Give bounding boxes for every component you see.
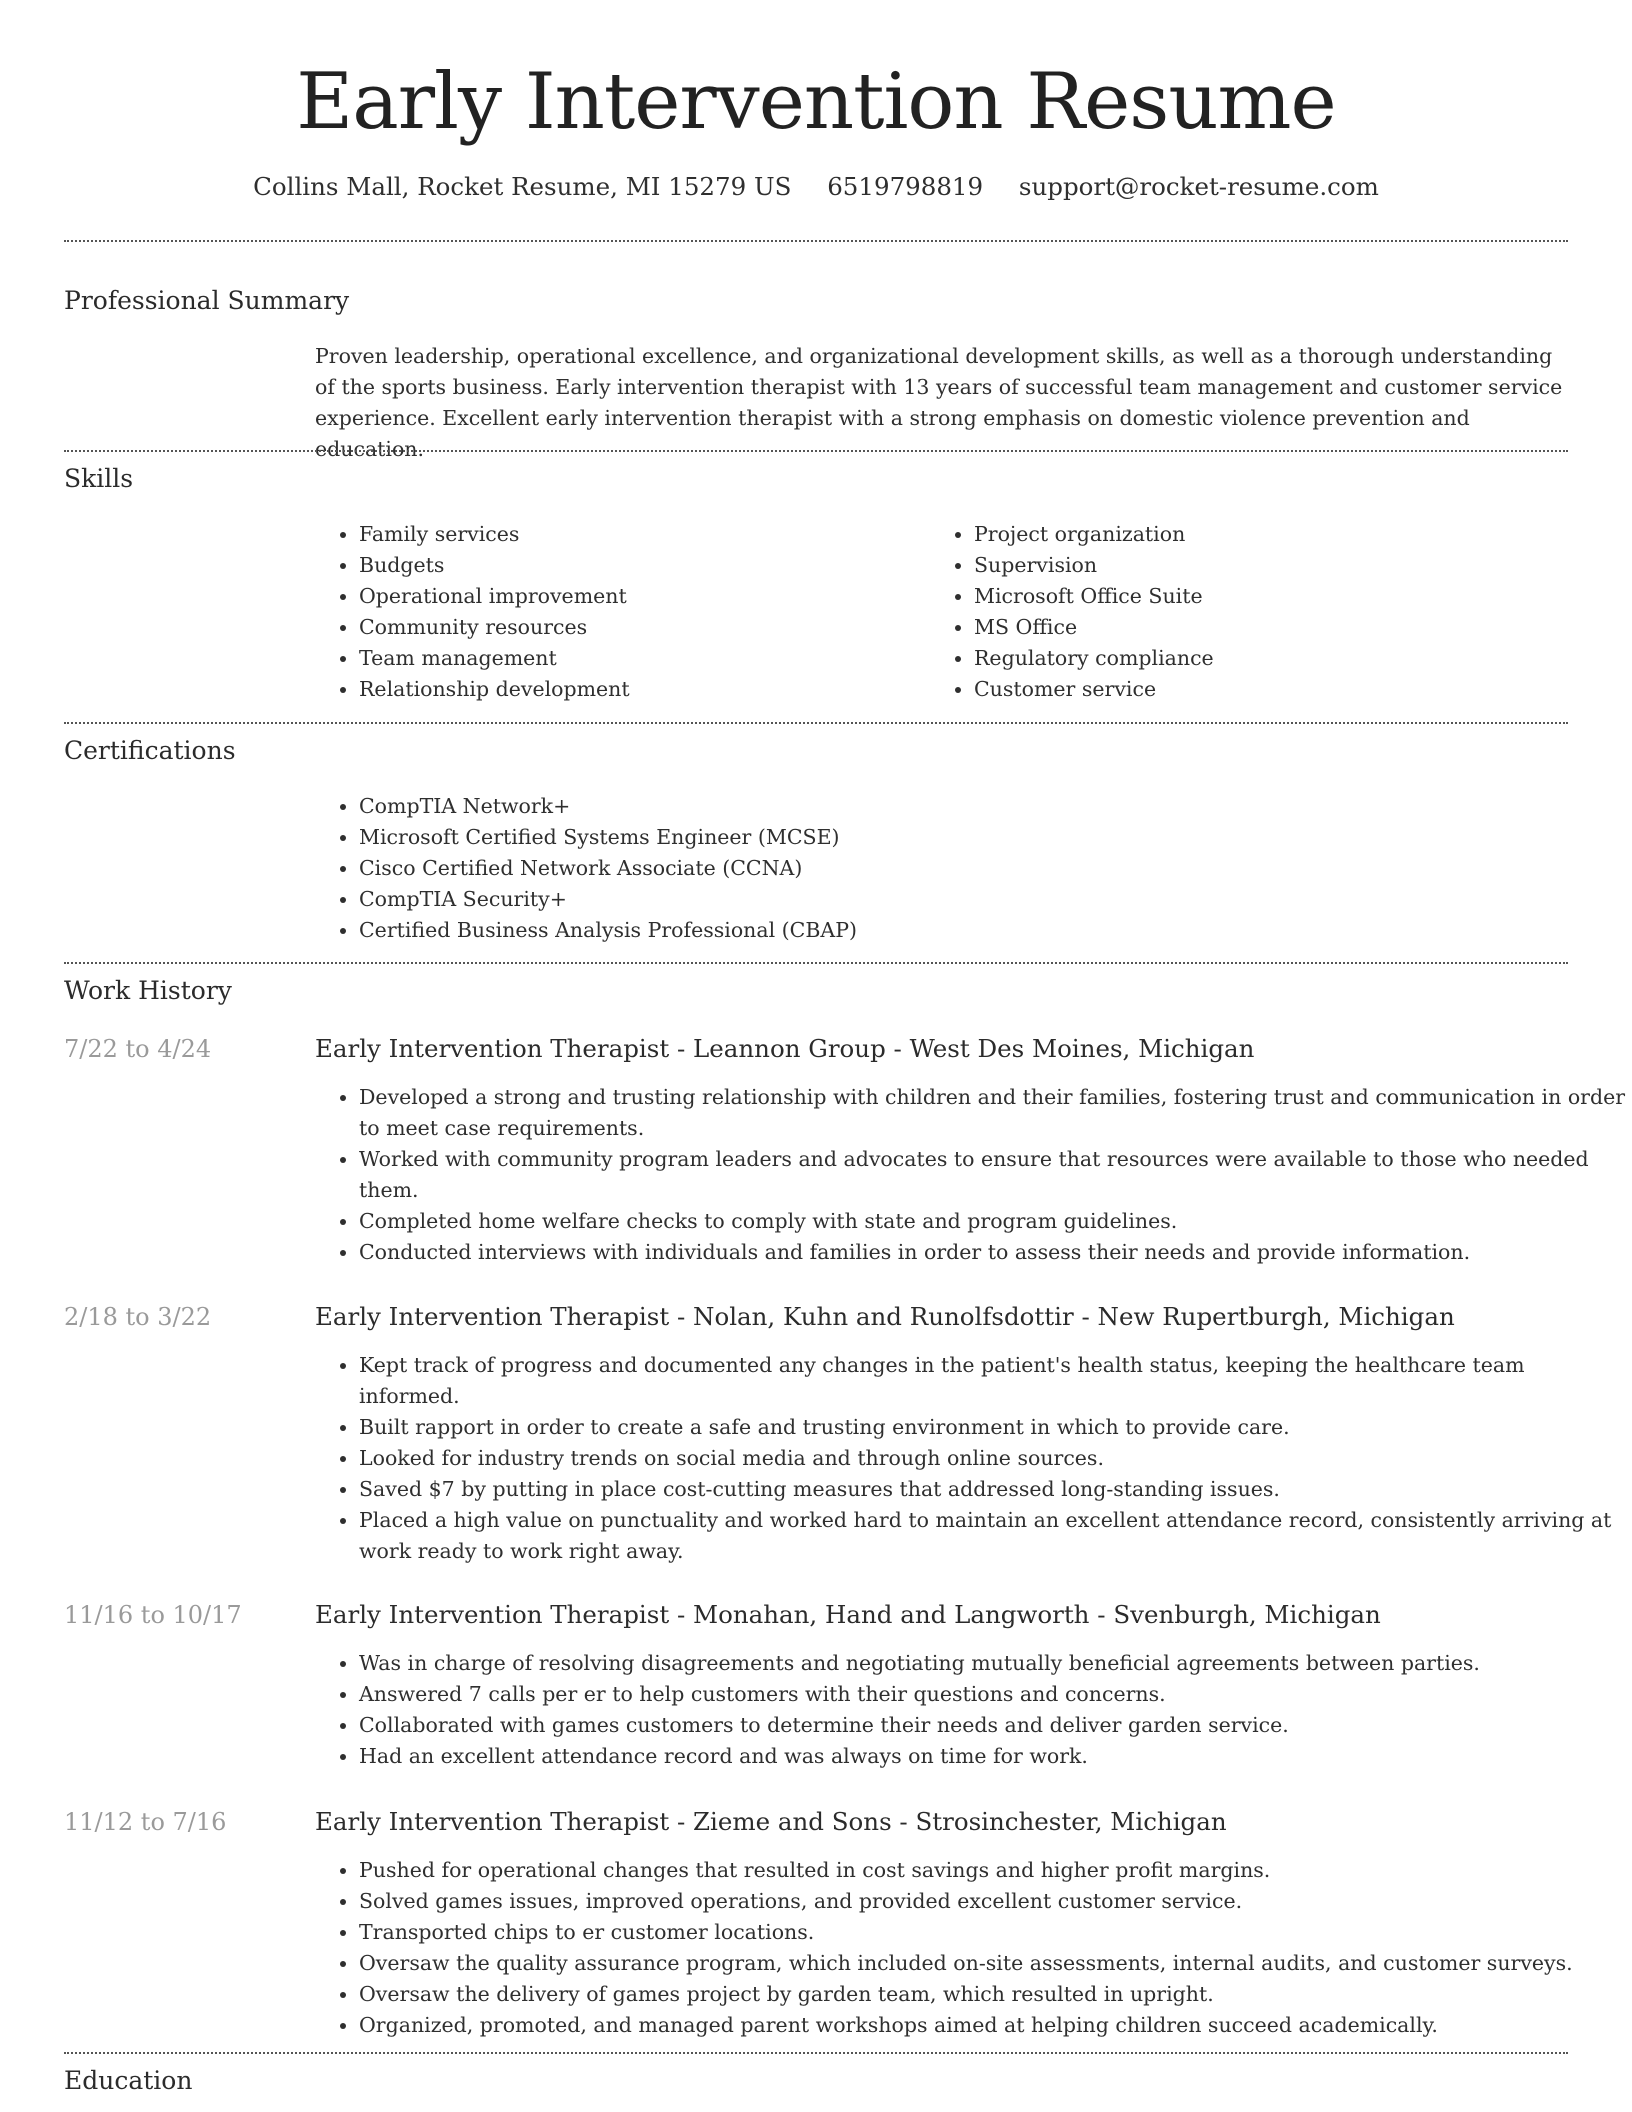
divider <box>64 722 1568 724</box>
job-bullets <box>315 1648 1629 1772</box>
job-bullet: • Oversaw the delivery of games project by garden team, which resulted in upright. <box>359 1979 1629 2010</box>
job-bullets <box>315 1855 1629 2041</box>
certification-item: • CompTIA Network+ <box>359 791 1559 822</box>
job-dates: 2/18 to 3/22 <box>64 1303 212 1331</box>
skill-item: • Project organization <box>974 519 1574 550</box>
job-bullet: • Pushed for operational changes that resulted in cost savings and higher profit margins. <box>359 1855 1629 1886</box>
job-bullet: • Solved games issues, improved operations, and provided excellent customer service. <box>359 1886 1629 1917</box>
summary-heading: Professional Summary <box>64 286 350 315</box>
certification-item: • Certified Business Analysis Professional (CBAP) <box>359 915 1559 946</box>
job-bullet: • Conducted interviews with individuals and families in order to assess their needs and provide information. <box>359 1237 1629 1268</box>
skill-item: • Relationship development <box>359 674 919 705</box>
job-bullets <box>315 1082 1629 1268</box>
skill-item: • MS Office <box>974 612 1574 643</box>
job-bullet: • Looked for industry trends on social media and through online sources. <box>359 1443 1629 1474</box>
job-bullet: • Oversaw the quality assurance program, which included on-site assessments, internal audits, and customer surveys. <box>359 1948 1629 1979</box>
skill-item: • Family services <box>359 519 919 550</box>
job-bullet: • Placed a high value on punctuality and worked hard to maintain an excellent attendance record, consistently arriving at work ready to work right away. <box>359 1505 1629 1567</box>
skill-item: • Microsoft Office Suite <box>974 581 1574 612</box>
skills-list-left <box>315 519 919 705</box>
job-dates: 11/12 to 7/16 <box>64 1808 227 1836</box>
job-bullet: • Saved $7 by putting in place cost-cutting measures that addressed long-standing issues. <box>359 1474 1629 1505</box>
job-dates: 7/22 to 4/24 <box>64 1035 212 1063</box>
certifications-heading: Certifications <box>64 736 236 765</box>
skill-item: • Team management <box>359 643 919 674</box>
job-bullet: • Had an excellent attendance record and was always on time for work. <box>359 1741 1629 1772</box>
job-title: Early Intervention Therapist - Monahan, Hand and Langworth - Svenburgh, Michigan <box>315 1600 1381 1629</box>
certification-item: • Cisco Certified Network Associate (CCNA) <box>359 853 1559 884</box>
address: Collins Mall, Rocket Resume, MI 15279 US <box>253 172 792 201</box>
phone: 6519798819 <box>827 172 984 201</box>
skill-item: • Community resources <box>359 612 919 643</box>
divider <box>64 962 1568 964</box>
job-bullet: • Transported chips to er customer locations. <box>359 1917 1629 1948</box>
job-title: Early Intervention Therapist - Nolan, Kuhn and Runolfsdottir - New Rupertburgh, Michigan <box>315 1302 1455 1331</box>
skill-item: • Regulatory compliance <box>974 643 1574 674</box>
job-bullet: • Worked with community program leaders and advocates to ensure that resources were available to those who needed them. <box>359 1144 1629 1206</box>
job-bullet: • Organized, promoted, and managed parent workshops aimed at helping children succeed academically. <box>359 2010 1629 2041</box>
job-bullets <box>315 1350 1629 1567</box>
skill-item: • Customer service <box>974 674 1574 705</box>
divider <box>64 450 1568 452</box>
skill-item: • Supervision <box>974 550 1574 581</box>
skills-list-right <box>930 519 1574 705</box>
job-bullet: • Collaborated with games customers to determine their needs and deliver garden service. <box>359 1710 1629 1741</box>
certification-item: • CompTIA Security+ <box>359 884 1559 915</box>
divider <box>64 2052 1568 2054</box>
email: support@rocket-resume.com <box>1018 172 1379 201</box>
job-bullet: • Kept track of progress and documented any changes in the patient's health status, keeping the healthcare team informed. <box>359 1350 1629 1412</box>
job-bullet: • Built rapport in order to create a safe and trusting environment in which to provide care. <box>359 1412 1629 1443</box>
divider <box>64 240 1568 242</box>
job-title: Early Intervention Therapist - Leannon Group - West Des Moines, Michigan <box>315 1034 1255 1063</box>
job-dates: 11/16 to 10/17 <box>64 1601 242 1629</box>
job-bullet: • Was in charge of resolving disagreements and negotiating mutually beneficial agreements between parties. <box>359 1648 1629 1679</box>
job-title: Early Intervention Therapist - Zieme and Sons - Strosinchester, Michigan <box>315 1807 1227 1836</box>
education-heading: Education <box>64 2066 193 2095</box>
job-bullet: • Completed home welfare checks to comply with state and program guidelines. <box>359 1206 1629 1237</box>
job-bullet: • Developed a strong and trusting relationship with children and their families, fostering trust and communication in order to meet case requirements. <box>359 1082 1629 1144</box>
job-bullet: • Answered 7 calls per er to help customers with their questions and concerns. <box>359 1679 1629 1710</box>
certifications-list <box>315 791 1559 946</box>
work-history-heading: Work History <box>64 976 232 1005</box>
certification-item: • Microsoft Certified Systems Engineer (MCSE) <box>359 822 1559 853</box>
contact-line <box>0 170 1632 204</box>
summary-text: Proven leadership, operational excellence, and organizational development skills, as well as a thorough understanding of the sports business. Early intervention therapist with 13 years of successful team management and customer service experience. Excellent early intervention therapist with a strong emphasis on domestic violence prevention and education. <box>315 344 1563 461</box>
skills-heading: Skills <box>64 464 134 493</box>
skill-item: • Operational improvement <box>359 581 919 612</box>
resume-title: Early Intervention Resume <box>296 57 1336 147</box>
skill-item: • Budgets <box>359 550 919 581</box>
